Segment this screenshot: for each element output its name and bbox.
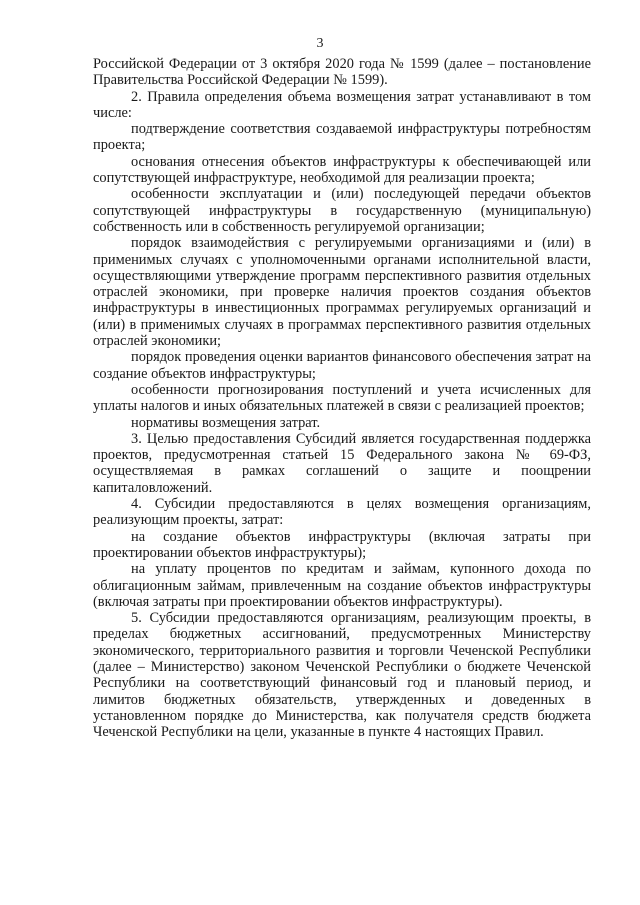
paragraph: Российской Федерации от 3 октября 2020 года № 1599 (далее – постановление Правительства Российской Федерации № 1599). [93, 56, 591, 89]
list-item: на уплату процентов по кредитам и займам, купонного дохода по облигационным займам, привлеченным на создание объектов инфраструктуры (включая затраты при проектировании объектов инфраструктуры). [93, 561, 591, 610]
list-item: особенности прогнозирования поступлений и учета исчисленных для уплаты налогов и иных обязательных платежей в связи с реализацией проектов; [93, 381, 591, 415]
page-number: 3 [316, 36, 324, 51]
document-body [93, 56, 591, 740]
paragraph: 4. Субсидии предоставляются в целях возмещения организациям, реализующим проекты, затрат: [93, 496, 591, 529]
list-item: порядок взаимодействия с регулируемыми организациями и (или) в применимых случаях с уполномоченными органами исполнительной власти, осуществляющими утверждение программ перспективного развития отдельных отраслей экономики, при проверке наличия проектов создания объектов инфраструктуры в инвестиционных программах регулируемых организаций и (или) в применимых случаях в программах перспективного развития отдельных отраслей экономики; [93, 235, 591, 350]
list-item: порядок проведения оценки вариантов финансового обеспечения затрат на создание объектов инфраструктуры; [93, 349, 591, 382]
list-item: особенности эксплуатации и (или) последующей передачи объектов сопутствующей инфраструктуры в государственную (муниципальную) собственность или в собственность регулируемой организации; [93, 186, 591, 235]
paragraph: 3. Целью предоставления Субсидий является государственная поддержка проектов, предусмотренная статьей 15 Федерального закона № 69-ФЗ, осуществляемая в рамках соглашений о защите и поощрении капиталовложений. [93, 430, 591, 496]
list-item: нормативы возмещения затрат. [131, 414, 321, 431]
list-item: основания отнесения объектов инфраструктуры к обеспечивающей или сопутствующей инфраструктуре, необходимой для реализации проекта; [93, 153, 591, 187]
paragraph: 2. Правила определения объема возмещения затрат устанавливают в том числе: [93, 88, 591, 121]
list-item: на создание объектов инфраструктуры (включая затраты при проектировании объектов инфраструктуры); [93, 528, 591, 561]
paragraph: 5. Субсидии предоставляются организациям, реализующим проекты, в пределах бюджетных ассигнований, предусмотренных Министерству экономического, территориального развития и торговли Чеченской Республики (далее – Министерство) законом Чеченской Республики о бюджете Чеченской Республики на соответствующий финансовый год и плановый период, и лимитов бюджетных обязательств, утвержденных и доведенных в установленном порядке до Министерства, как получателя средств бюджета Чеченской Республики на цели, указанные в пункте 4 настоящих Правил. [93, 610, 591, 741]
list-item: подтверждение соответствия создаваемой инфраструктуры потребностям проекта; [93, 121, 591, 154]
